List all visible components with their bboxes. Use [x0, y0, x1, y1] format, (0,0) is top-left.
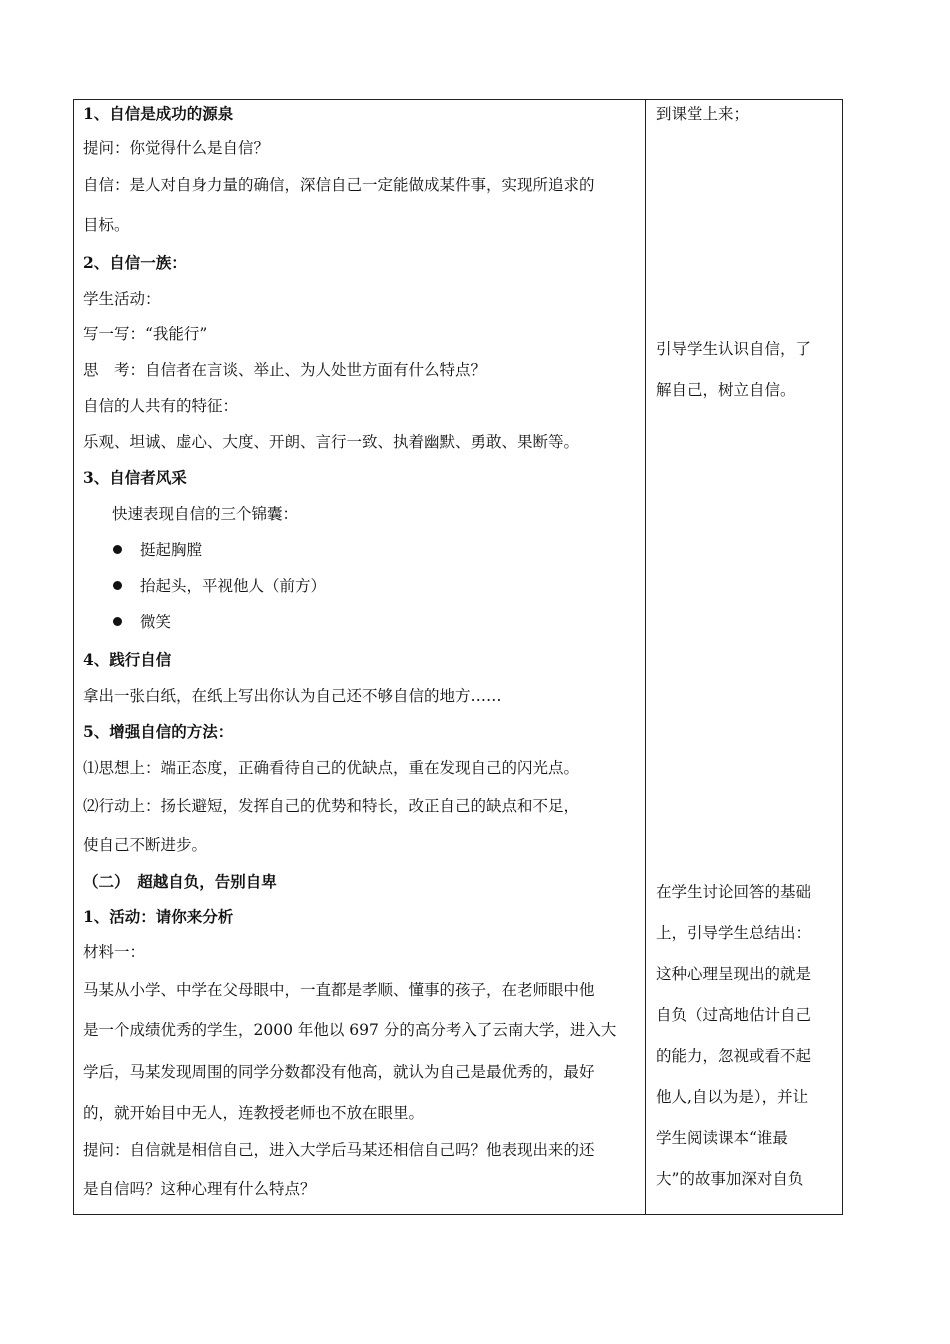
heading-2: 2、自信一族： — [83, 253, 187, 272]
note-line: 到课堂上来； — [656, 105, 750, 123]
heading-5: 5、增强自信的方法： — [83, 722, 234, 741]
text-line: 思 考：自信者在言谈、举止、为人处世方面有什么特点？ — [83, 361, 487, 379]
text-line: 是一个成绩优秀的学生，2000 年他以 697 分的高分考入了云南大学，进入大 — [83, 1021, 617, 1039]
text-line: 拿出一张白纸，在纸上写出你认为自己还不够自信的地方…… — [83, 687, 502, 705]
text-line: 自信：是人对自身力量的确信，深信自己一定能做成某件事，实现所追求的 — [83, 176, 595, 194]
note-line: 自负（过高地估计自己 — [656, 1006, 812, 1024]
text-line: 学后，马某发现周围的同学分数都没有他高，就认为自己是最优秀的，最好 — [83, 1063, 595, 1081]
note-line: 在学生讨论回答的基础 — [656, 883, 812, 901]
note-line: 引导学生认识自信，了 — [656, 340, 812, 358]
bullet-item: 微笑 — [140, 613, 172, 631]
text-line: 自信的人共有的特征： — [83, 397, 239, 415]
heading-1: 1、自信是成功的源泉 — [83, 104, 234, 123]
text-line: 目标。 — [83, 216, 130, 234]
text-line: 是自信吗？这种心理有什么特点？ — [83, 1180, 316, 1198]
heading-3: 3、自信者风采 — [83, 468, 187, 487]
text-line: 材料一： — [83, 943, 146, 961]
text-line: 乐观、坦诚、虚心、大度、开朗、言行一致、执着幽默、勇敢、果断等。 — [83, 433, 580, 451]
bullet-item: 挺起胸膛 — [140, 541, 203, 559]
bullet-icon — [113, 581, 122, 590]
bullet-icon — [113, 545, 122, 554]
note-line: 他人,自以为是），并让 — [656, 1088, 809, 1106]
bullet-icon — [113, 617, 122, 626]
note-line: 的能力，忽视或看不起 — [656, 1047, 812, 1065]
text-line: 提问：自信就是相信自己，进入大学后马某还相信自己吗？他表现出来的还 — [83, 1141, 595, 1159]
note-line: 学生阅读课本“谁最 — [656, 1129, 788, 1147]
bullet-item: 抬起头，平视他人（前方） — [140, 577, 327, 595]
note-line: 大”的故事加深对自负 — [656, 1170, 804, 1188]
text-line: ⑴思想上：端正态度，正确看待自己的优缺点，重在发现自己的闪光点。 — [83, 759, 580, 777]
text-line: 使自己不断进步。 — [83, 836, 208, 854]
note-line: 解自己，树立自信。 — [656, 381, 796, 399]
text-line: 马某从小学、中学在父母眼中，一直都是孝顺、懂事的孩子，在老师眼中他 — [83, 981, 595, 999]
column-divider — [645, 99, 646, 1215]
heading-7: 1、活动：请你来分析 — [83, 907, 234, 926]
note-line: 上，引导学生总结出： — [656, 924, 812, 942]
text-line: 提问：你觉得什么是自信？ — [83, 139, 270, 157]
text-line: 写一写：“我能行” — [83, 325, 208, 343]
text-line: 快速表现自信的三个锦囊： — [112, 505, 299, 523]
note-line: 这种心理呈现出的就是 — [656, 965, 812, 983]
text-line: 的，就开始目中无人，连教授老师也不放在眼里。 — [83, 1104, 425, 1122]
text-line: 学生活动： — [83, 290, 161, 308]
heading-6: （二） 超越自负，告别自卑 — [83, 872, 277, 891]
text-line: ⑵行动上：扬长避短，发挥自己的优势和特长，改正自己的缺点和不足， — [83, 797, 580, 815]
heading-4: 4、践行自信 — [83, 650, 172, 669]
